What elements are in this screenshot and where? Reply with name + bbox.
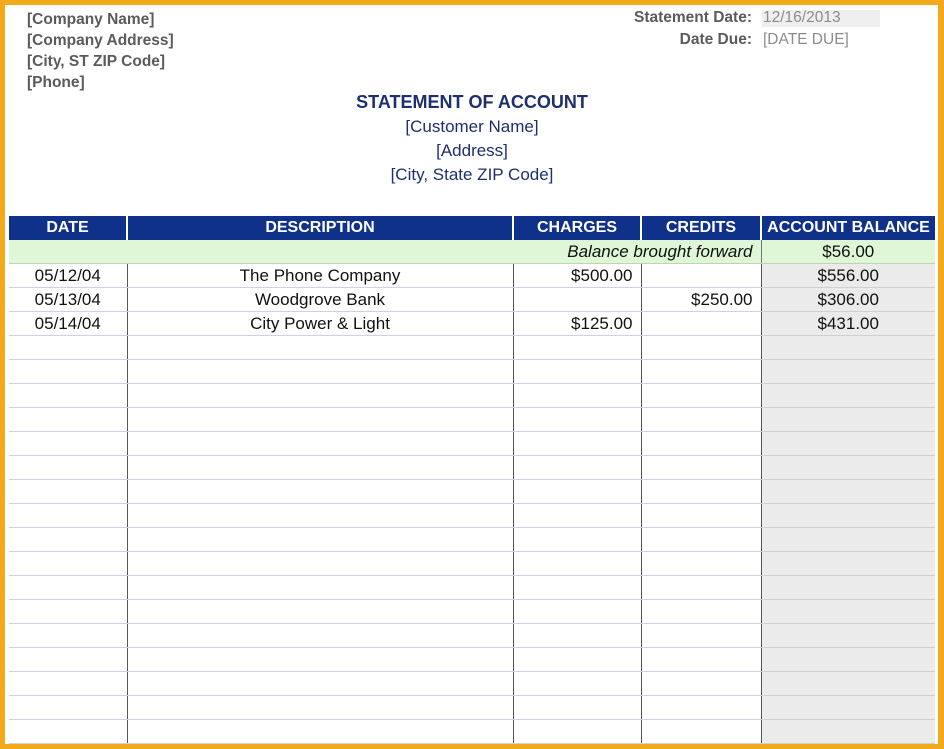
empty-cell-description[interactable] — [127, 480, 513, 504]
header-account-balance: ACCOUNT BALANCE — [761, 216, 935, 240]
empty-cell-balance[interactable] — [761, 600, 935, 624]
empty-cell-charges[interactable] — [513, 360, 641, 384]
empty-cell-credits[interactable] — [641, 624, 761, 648]
empty-cell-credits[interactable] — [641, 648, 761, 672]
empty-cell-credits[interactable] — [641, 456, 761, 480]
empty-cell-credits[interactable] — [641, 528, 761, 552]
empty-cell-date[interactable] — [9, 720, 127, 744]
empty-row — [9, 456, 935, 480]
empty-cell-credits[interactable] — [641, 480, 761, 504]
cell-date[interactable]: 05/13/04 — [9, 288, 127, 312]
cell-date[interactable]: 05/12/04 — [9, 264, 127, 288]
empty-cell-balance[interactable] — [761, 432, 935, 456]
empty-cell-charges[interactable] — [513, 408, 641, 432]
empty-cell-balance[interactable] — [761, 504, 935, 528]
empty-cell-balance[interactable] — [761, 720, 935, 744]
cell-description[interactable]: The Phone Company — [127, 264, 513, 288]
statement-date-label: Statement Date: — [634, 9, 752, 26]
empty-cell-balance[interactable] — [761, 360, 935, 384]
customer-name[interactable]: [Customer Name] — [405, 117, 539, 136]
customer-address[interactable]: [Address] — [436, 141, 508, 160]
empty-cell-description[interactable] — [127, 696, 513, 720]
empty-cell-date[interactable] — [9, 696, 127, 720]
empty-cell-credits[interactable] — [641, 552, 761, 576]
company-address[interactable]: [Company Address] — [27, 32, 174, 49]
empty-cell-balance[interactable] — [761, 384, 935, 408]
empty-row — [9, 624, 935, 648]
empty-cell-balance[interactable] — [761, 528, 935, 552]
cell-description[interactable]: Woodgrove Bank — [127, 288, 513, 312]
cell-charges[interactable] — [513, 288, 641, 312]
empty-cell-balance[interactable] — [761, 456, 935, 480]
empty-cell-balance[interactable] — [761, 336, 935, 360]
header-date: DATE — [9, 216, 127, 240]
page-title: STATEMENT OF ACCOUNT — [356, 92, 588, 112]
empty-row — [9, 720, 935, 744]
empty-cell-description[interactable] — [127, 576, 513, 600]
table-row — [9, 264, 935, 288]
empty-cell-credits[interactable] — [641, 360, 761, 384]
empty-cell-date[interactable] — [9, 600, 127, 624]
statement-table — [9, 216, 935, 744]
cell-credits[interactable] — [641, 312, 761, 336]
empty-cell-description[interactable] — [127, 672, 513, 696]
header-description: DESCRIPTION — [127, 216, 513, 240]
empty-row — [9, 552, 935, 576]
header-charges: CHARGES — [513, 216, 641, 240]
table-header-row — [9, 216, 935, 240]
empty-cell-credits[interactable] — [641, 576, 761, 600]
customer-city[interactable]: [City, State ZIP Code] — [390, 165, 554, 184]
empty-cell-date[interactable] — [9, 360, 127, 384]
empty-cell-charges[interactable] — [513, 600, 641, 624]
empty-cell-charges[interactable] — [513, 720, 641, 744]
cell-balance[interactable]: $556.00 — [761, 264, 935, 288]
date-due-value[interactable]: [DATE DUE] — [763, 31, 849, 48]
empty-cell-date[interactable] — [9, 552, 127, 576]
cell-credits[interactable]: $250.00 — [641, 288, 761, 312]
empty-cell-credits[interactable] — [641, 672, 761, 696]
cell-charges[interactable]: $125.00 — [513, 312, 641, 336]
empty-cell-credits[interactable] — [641, 696, 761, 720]
empty-cell-description[interactable] — [127, 432, 513, 456]
empty-cell-date[interactable] — [9, 480, 127, 504]
empty-cell-description[interactable] — [127, 528, 513, 552]
cell-balance[interactable]: $431.00 — [761, 312, 935, 336]
empty-cell-date[interactable] — [9, 384, 127, 408]
empty-cell-charges[interactable] — [513, 528, 641, 552]
empty-cell-description[interactable] — [127, 384, 513, 408]
empty-cell-charges[interactable] — [513, 480, 641, 504]
empty-row — [9, 384, 935, 408]
balance-forward-row — [9, 240, 935, 264]
cell-credits[interactable] — [641, 264, 761, 288]
balance-forward-label: Balance brought forward — [9, 240, 761, 264]
empty-row — [9, 648, 935, 672]
company-block — [27, 9, 174, 93]
table-row — [9, 312, 935, 336]
date-due-label: Date Due: — [679, 31, 752, 48]
empty-cell-charges[interactable] — [513, 576, 641, 600]
empty-cell-balance[interactable] — [761, 648, 935, 672]
empty-cell-date[interactable] — [9, 624, 127, 648]
empty-cell-credits[interactable] — [641, 600, 761, 624]
empty-cell-date[interactable] — [9, 336, 127, 360]
empty-row — [9, 360, 935, 384]
empty-cell-description[interactable] — [127, 624, 513, 648]
empty-cell-charges[interactable] — [513, 336, 641, 360]
empty-cell-balance[interactable] — [761, 696, 935, 720]
empty-cell-description[interactable] — [127, 360, 513, 384]
empty-cell-charges[interactable] — [513, 648, 641, 672]
empty-cell-date[interactable] — [9, 648, 127, 672]
empty-cell-date[interactable] — [9, 672, 127, 696]
header-credits: CREDITS — [641, 216, 761, 240]
company-name[interactable]: [Company Name] — [27, 11, 155, 28]
empty-cell-description[interactable] — [127, 600, 513, 624]
empty-cell-charges[interactable] — [513, 696, 641, 720]
empty-cell-balance[interactable] — [761, 408, 935, 432]
empty-row — [9, 408, 935, 432]
empty-cell-date[interactable] — [9, 528, 127, 552]
empty-row — [9, 600, 935, 624]
empty-cell-credits[interactable] — [641, 336, 761, 360]
empty-cell-description[interactable] — [127, 720, 513, 744]
empty-cell-description[interactable] — [127, 648, 513, 672]
empty-cell-description[interactable] — [127, 552, 513, 576]
empty-cell-description[interactable] — [127, 336, 513, 360]
empty-row — [9, 696, 935, 720]
empty-cell-balance[interactable] — [761, 552, 935, 576]
company-city[interactable]: [City, ST ZIP Code] — [27, 53, 166, 70]
empty-cell-charges[interactable] — [513, 504, 641, 528]
empty-cell-charges[interactable] — [513, 384, 641, 408]
balance-forward-value[interactable]: $56.00 — [761, 240, 935, 264]
empty-cell-date[interactable] — [9, 456, 127, 480]
cell-description[interactable]: City Power & Light — [127, 312, 513, 336]
empty-cell-charges[interactable] — [513, 432, 641, 456]
empty-cell-credits[interactable] — [641, 384, 761, 408]
empty-cell-balance[interactable] — [761, 672, 935, 696]
empty-cell-charges[interactable] — [513, 624, 641, 648]
empty-cell-description[interactable] — [127, 456, 513, 480]
empty-row — [9, 432, 935, 456]
table-row — [9, 288, 935, 312]
empty-row — [9, 504, 935, 528]
empty-cell-credits[interactable] — [641, 504, 761, 528]
empty-cell-credits[interactable] — [641, 432, 761, 456]
empty-cell-credits[interactable] — [641, 720, 761, 744]
empty-cell-date[interactable] — [9, 576, 127, 600]
empty-cell-charges[interactable] — [513, 456, 641, 480]
empty-cell-charges[interactable] — [513, 672, 641, 696]
empty-cell-date[interactable] — [9, 408, 127, 432]
empty-row — [9, 336, 935, 360]
empty-cell-balance[interactable] — [761, 624, 935, 648]
empty-cell-date[interactable] — [9, 504, 127, 528]
cell-charges[interactable]: $500.00 — [513, 264, 641, 288]
cell-balance[interactable]: $306.00 — [761, 288, 935, 312]
empty-row — [9, 576, 935, 600]
empty-cell-description[interactable] — [127, 408, 513, 432]
statement-date-value[interactable]: 12/16/2013 — [763, 9, 841, 26]
empty-row — [9, 528, 935, 552]
empty-cell-date[interactable] — [9, 432, 127, 456]
empty-cell-credits[interactable] — [641, 408, 761, 432]
empty-row — [9, 672, 935, 696]
empty-cell-balance[interactable] — [761, 576, 935, 600]
empty-row — [9, 480, 935, 504]
empty-cell-balance[interactable] — [761, 480, 935, 504]
company-phone[interactable]: [Phone] — [27, 74, 85, 91]
cell-date[interactable]: 05/14/04 — [9, 312, 127, 336]
empty-cell-charges[interactable] — [513, 552, 641, 576]
empty-cell-description[interactable] — [127, 504, 513, 528]
